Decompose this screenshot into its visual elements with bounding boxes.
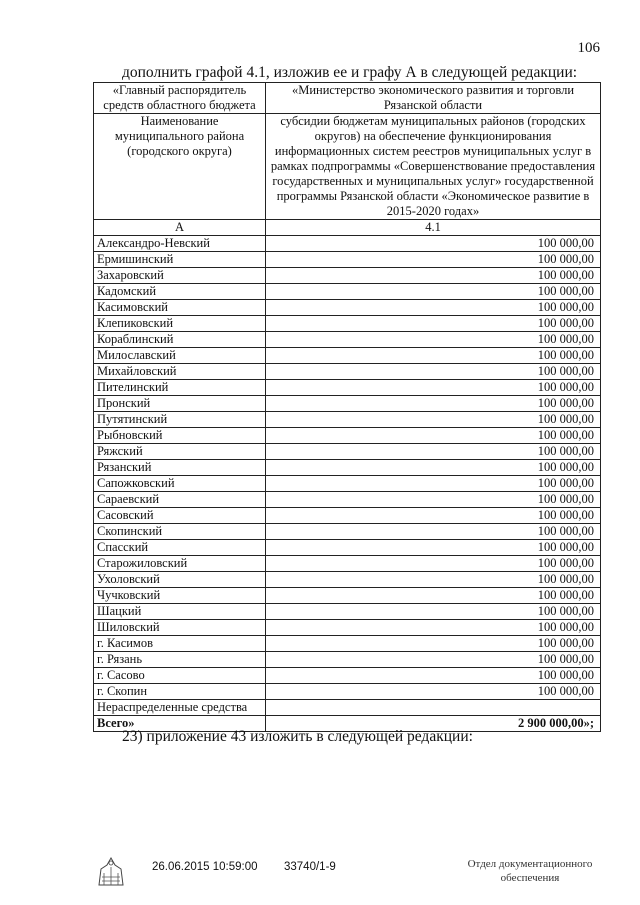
district-name: Ухоловский [94, 572, 266, 588]
district-name: Старожиловский [94, 556, 266, 572]
district-value: 100 000,00 [266, 364, 601, 380]
district-value: 100 000,00 [266, 412, 601, 428]
total-label: Всего» [94, 716, 266, 732]
table-row [94, 492, 601, 508]
header-left: «Главный распорядитель средств областного бюджета [94, 83, 266, 114]
table-row [94, 556, 601, 572]
district-value: 100 000,00 [266, 636, 601, 652]
district-value: 100 000,00 [266, 556, 601, 572]
district-value: 100 000,00 [266, 540, 601, 556]
district-name: Ряжский [94, 444, 266, 460]
district-value: 100 000,00 [266, 524, 601, 540]
table-row [94, 524, 601, 540]
table-row [94, 620, 601, 636]
header-row [94, 83, 601, 114]
table-row [94, 508, 601, 524]
table-row [94, 684, 601, 700]
after-text: 23) приложение 43 изложить в следующей редакции: [122, 728, 473, 745]
table-row [94, 572, 601, 588]
footer-doc-number: 33740/1-9 [284, 861, 336, 873]
table-row [94, 636, 601, 652]
table-row [94, 332, 601, 348]
footer-date: 26.06.2015 10:59:00 [152, 861, 258, 873]
district-name: Касимовский [94, 300, 266, 316]
table-row [94, 444, 601, 460]
district-name: Рыбновский [94, 428, 266, 444]
district-value [266, 700, 601, 716]
district-value: 100 000,00 [266, 620, 601, 636]
footer-department [445, 857, 615, 885]
district-value: 100 000,00 [266, 444, 601, 460]
table-row [94, 364, 601, 380]
district-value: 100 000,00 [266, 572, 601, 588]
district-value: 100 000,00 [266, 252, 601, 268]
budget-table [93, 82, 601, 732]
table-row [94, 300, 601, 316]
district-value: 100 000,00 [266, 476, 601, 492]
table-row [94, 316, 601, 332]
table-row [94, 476, 601, 492]
table-row [94, 540, 601, 556]
table-row [94, 252, 601, 268]
table-row [94, 588, 601, 604]
district-value: 100 000,00 [266, 396, 601, 412]
district-name: Милославский [94, 348, 266, 364]
column-label-row [94, 220, 601, 236]
district-name: Пронский [94, 396, 266, 412]
table-row [94, 348, 601, 364]
table-row [94, 652, 601, 668]
table-row [94, 284, 601, 300]
district-value: 100 000,00 [266, 236, 601, 252]
district-name: г. Сасово [94, 668, 266, 684]
table-row [94, 700, 601, 716]
district-value: 100 000,00 [266, 332, 601, 348]
district-name: Спасский [94, 540, 266, 556]
district-value: 100 000,00 [266, 268, 601, 284]
district-name: Захаровский [94, 268, 266, 284]
district-name: Кадомский [94, 284, 266, 300]
district-name: г. Скопин [94, 684, 266, 700]
col-a-label: А [94, 220, 266, 236]
district-name: Клепиковский [94, 316, 266, 332]
table-row [94, 236, 601, 252]
table-row [94, 412, 601, 428]
page-number: 106 [577, 40, 600, 56]
table-row [94, 460, 601, 476]
district-name: Шиловский [94, 620, 266, 636]
district-name: Чучковский [94, 588, 266, 604]
district-value: 100 000,00 [266, 652, 601, 668]
district-name: Михайловский [94, 364, 266, 380]
table-row [94, 604, 601, 620]
district-name: Сасовский [94, 508, 266, 524]
district-name: г. Касимов [94, 636, 266, 652]
district-name: Рязанский [94, 460, 266, 476]
district-value: 100 000,00 [266, 284, 601, 300]
table-row [94, 380, 601, 396]
district-name: Ермишинский [94, 252, 266, 268]
table-row [94, 668, 601, 684]
col-b-label: 4.1 [266, 220, 601, 236]
district-name: г. Рязань [94, 652, 266, 668]
district-value: 100 000,00 [266, 684, 601, 700]
footer-dept-line1: Отдел документационного [467, 858, 593, 870]
district-value: 100 000,00 [266, 428, 601, 444]
intro-text: дополнить графой 4.1, изложив ее и графу А в следующей редакции: [122, 64, 578, 81]
table-row [94, 268, 601, 284]
district-name: Александро-Невский [94, 236, 266, 252]
district-value: 100 000,00 [266, 300, 601, 316]
subheader-row [94, 114, 601, 220]
subheader-left: Наименование муниципального района (городского округа) [94, 114, 266, 220]
district-value: 100 000,00 [266, 348, 601, 364]
subheader-right: субсидии бюджетам муниципальных районов (городских округов) на обеспечение функционирования информационных систем реестров муниципальных услуг в рамках подпрограммы «Совершенствование предоставления государственных и муниципальных услуг» государственной программы Рязанской области «Экономическое развитие в 2015-2020 годах» [266, 114, 601, 220]
district-value: 100 000,00 [266, 460, 601, 476]
district-value: 100 000,00 [266, 380, 601, 396]
district-name: Шацкий [94, 604, 266, 620]
district-name: Кораблинский [94, 332, 266, 348]
district-value: 100 000,00 [266, 588, 601, 604]
total-value: 2 900 000,00»; [266, 716, 601, 732]
footer [90, 855, 620, 895]
district-value: 100 000,00 [266, 668, 601, 684]
header-right: «Министерство экономического развития и торговли Рязанской области [266, 83, 601, 114]
table-row [94, 428, 601, 444]
district-name: Сапожковский [94, 476, 266, 492]
district-value: 100 000,00 [266, 604, 601, 620]
footer-dept-line2: обеспечения [500, 872, 560, 884]
district-name: Нераспределенные средства [94, 700, 266, 716]
district-name: Пителинский [94, 380, 266, 396]
coat-of-arms-icon [96, 855, 126, 887]
district-value: 100 000,00 [266, 508, 601, 524]
district-name: Скопинский [94, 524, 266, 540]
district-value: 100 000,00 [266, 492, 601, 508]
district-value: 100 000,00 [266, 316, 601, 332]
district-name: Сараевский [94, 492, 266, 508]
district-name: Путятинский [94, 412, 266, 428]
table-row [94, 396, 601, 412]
